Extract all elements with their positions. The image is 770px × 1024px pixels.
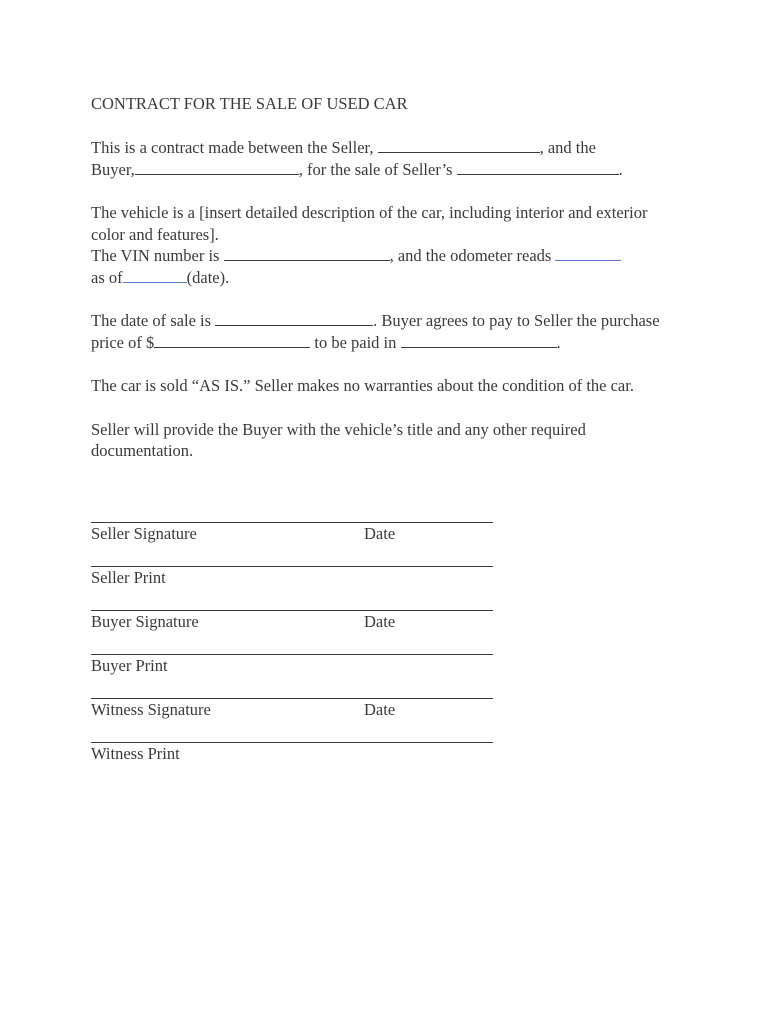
seller-name-blank[interactable]	[378, 138, 540, 153]
buyer-date-label: Date	[364, 612, 396, 631]
witness-print-label: Witness Print	[91, 744, 180, 763]
witness-print-row	[91, 743, 493, 764]
seller-signature-label: Seller Signature	[91, 524, 197, 543]
odometer-blank[interactable]	[555, 246, 621, 261]
as-is-paragraph: The car is sold “AS IS.” Seller makes no warranties about the condition of the car.	[91, 376, 634, 395]
seller-date-label: Date	[364, 524, 396, 543]
contract-body	[91, 93, 681, 462]
buyer-print-row	[91, 655, 493, 676]
parties-paragraph: This is a contract made between the Seller, , and the Buyer, , for the sale of Seller’s .	[91, 138, 623, 179]
seller-print-row	[91, 567, 493, 588]
witness-date-label: Date	[364, 700, 396, 719]
vehicle-paragraph: The vehicle is a [insert detailed description of the car, including interior and exterior color and features]. The VIN number is , and the odometer reads as of (date).	[91, 203, 648, 287]
price-paragraph: The date of sale is . Buyer agrees to pay to Seller the purchase price of $ to be paid in .	[91, 311, 660, 352]
odometer-date-blank[interactable]	[123, 268, 187, 283]
payment-method-blank[interactable]	[401, 333, 557, 348]
signature-block	[91, 504, 493, 764]
title-paragraph: Seller will provide the Buyer with the vehicle’s title and any other required documentation.	[91, 419, 586, 460]
buyer-signature-row	[91, 611, 493, 632]
seller-signature-row	[91, 523, 493, 544]
buyer-name-blank[interactable]	[135, 160, 299, 175]
buyer-signature-label: Buyer Signature	[91, 612, 199, 631]
sale-date-blank[interactable]	[215, 311, 373, 326]
buyer-print-label: Buyer Print	[91, 656, 168, 675]
vin-blank[interactable]	[224, 246, 390, 261]
vehicle-blank[interactable]	[457, 160, 619, 175]
witness-signature-label: Witness Signature	[91, 700, 211, 719]
contract-title: CONTRACT FOR THE SALE OF USED CAR	[91, 94, 408, 113]
purchase-price-blank[interactable]	[154, 333, 310, 348]
witness-signature-row	[91, 699, 493, 720]
seller-print-label: Seller Print	[91, 568, 166, 587]
